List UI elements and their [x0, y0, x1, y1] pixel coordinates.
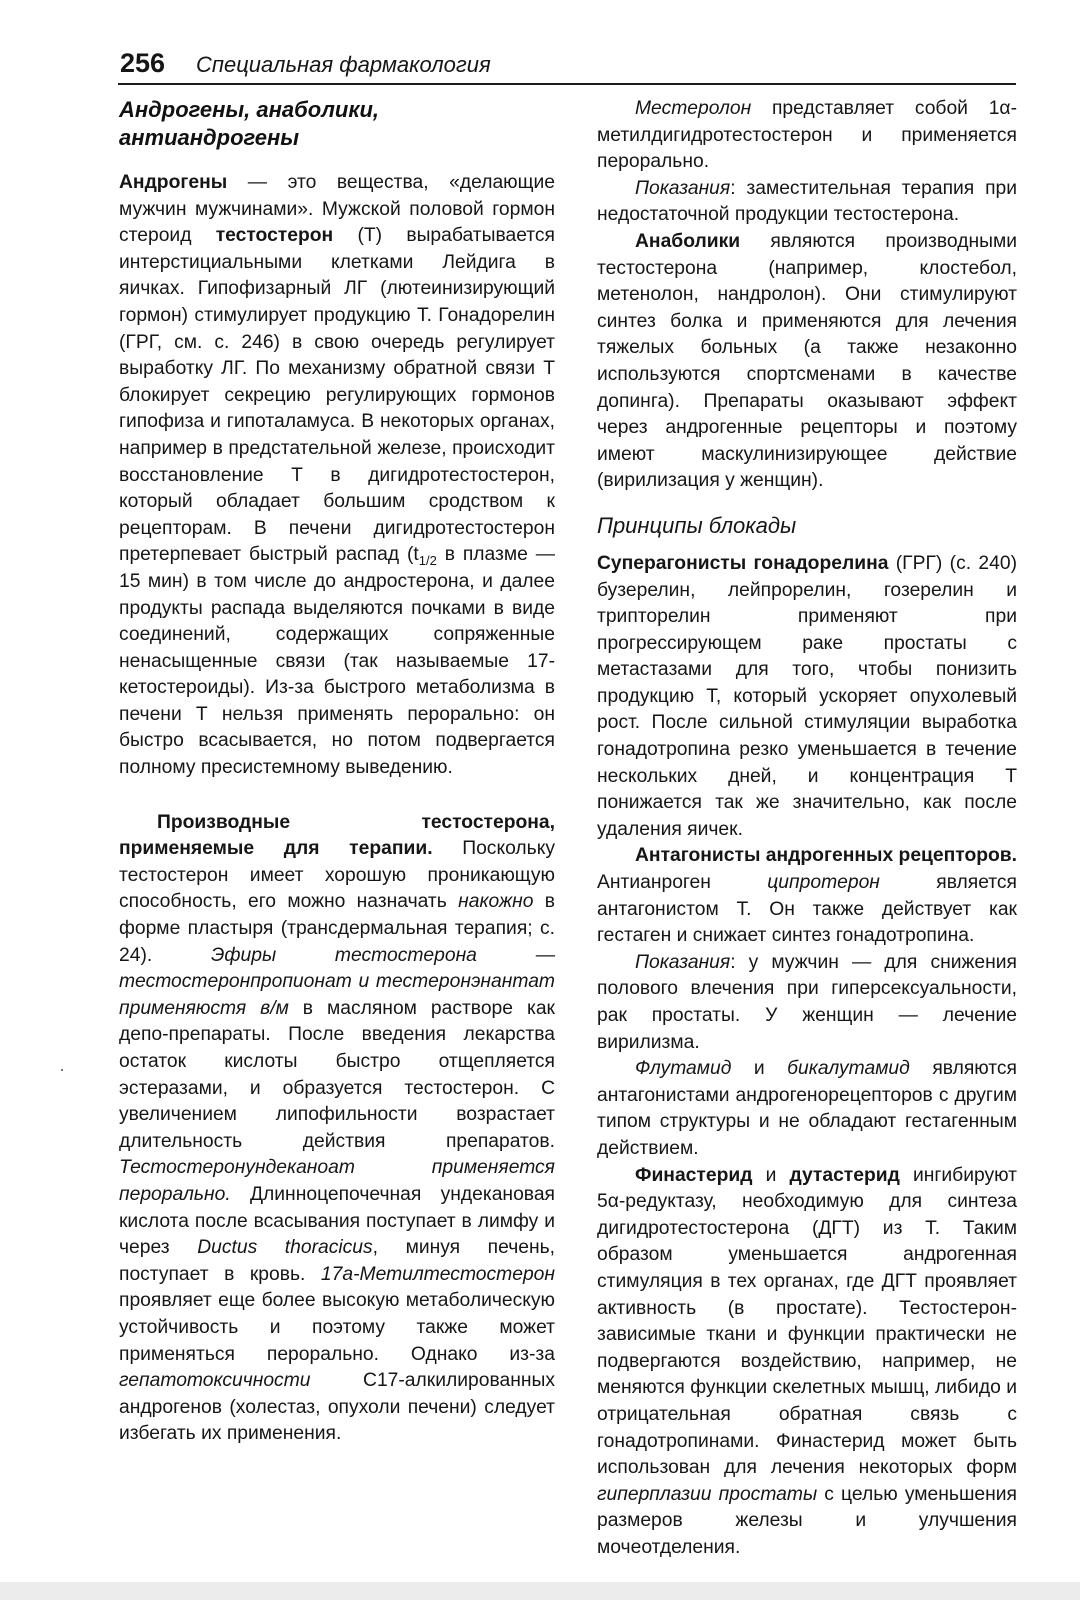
emphasis: Флутамид: [635, 1058, 732, 1080]
paragraph-gap: [119, 782, 555, 810]
text: (Т) вырабатывается интерстициальными клетками Лейдига в яичках. Гипофизарный ЛГ (лютеинизирующий гормон) стимулирует продукцию Т. Гонадорелин (ГРГ, см. с. 246) в свою очередь регулирует выработку ЛГ. По механизму обратной связи Т блокирует секрецию регулирующих гормонов гипофиза и гипоталамуса. В некоторых органах, например в предстательной железе, происходит восстановление Т в дигидротестостерон, который обладает большим сродством к рецепторам. В печени дигидротестостерон претерпевает быстрый распад (t: [119, 225, 555, 566]
text: Поскольку тестостерон имеет хорошую проникающую способность, его можно назначать: [119, 838, 555, 913]
text: ингибируют 5α-редуктазу, необходимую для синтеза дигидротестостерона (ДГТ) из Т. Таким образом уменьшается андрогенная стимуляция в тех органах, где ДГТ проявляет активность (в простате). Тестостерон-зависимые ткани и функции практически не подвергаются воздействию, например, не меняются функции скелетных мышц, либидо и отрицательная обратная связь с гонадотропинами. Финастерид может быть использован для лечения некоторых форм: [597, 1164, 1017, 1479]
emphasis: накожно: [458, 891, 534, 913]
scan-speck: [61, 1069, 63, 1071]
header-rule: [118, 83, 1016, 85]
text: Антианроген: [597, 872, 768, 894]
paragraph-flutamide: [597, 1056, 1017, 1162]
text: с целью уменьшения размеров железы и улучшения мочеотделения.: [597, 1483, 1017, 1558]
emphasis: Показания: [635, 951, 731, 973]
subscript: 1/2: [418, 553, 437, 569]
emphasis: гепатотоксичности: [119, 1370, 311, 1392]
text: С17-алкилированных андрогенов (холестаз, опухоли печени) следует избегать их применения.: [119, 1370, 555, 1445]
paragraph-finasteride: [597, 1163, 1017, 1562]
paragraph-indications-2: [597, 950, 1017, 1056]
paragraph-anabolics: [597, 229, 1017, 495]
right-column: [597, 96, 1017, 1561]
emphasis: гиперплазии простаты: [597, 1483, 818, 1505]
text: и: [752, 1164, 790, 1186]
text: (ГРГ) (с. 240) бузерелин, лейпрорелин, гозерелин и трипторелин применяют при прогрессирующем раке простаты с метастазами для того, чтобы понизить продукцию Т, который ускоряет опухолевый рост. После сильной стимуляции выработка гонадотропина резко уменьшается в течение нескольких дней, и концентрация Т понижается так же значительно, как после удаления яичек.: [597, 552, 1017, 840]
section-title: Принципы блокады: [597, 512, 797, 538]
emphasis: ципротерон: [767, 872, 880, 894]
text: проявляет еще более высокую метаболическую устойчивость и поэтому также может применяться перорально. Однако из-за: [119, 1290, 555, 1365]
text: , минуя печень, поступает в кровь.: [119, 1237, 556, 1285]
running-title: Специальная фармакология: [196, 52, 491, 77]
text: в плазме — 15 мин) в том числе до андростерона, и далее продукты распада выделяются почками в виде соединений, содержащих сопряженные ненасыщенные связи (так называемые 17-кетостероиды). Из-за быстрого метаболизма в печени Т нельзя применять перорально: он быстро всасывается, но потом подвергается полному пресистемному выведению.: [119, 544, 555, 779]
left-column: [119, 96, 555, 1448]
term-anabolics: Анаболики: [635, 230, 741, 252]
term-dutasteride: дутастерид: [789, 1164, 900, 1186]
term-testosterone: тестостерон: [215, 225, 334, 247]
emphasis: Ductus thoracicus: [197, 1237, 373, 1259]
text: в масляном растворе как депо-препараты. После введения лекарства остаток кислоты быстро отщепляется эстеразами, и образуется тестостерон. С увеличением липофильности возрастает длительность действия препаратов.: [119, 997, 555, 1152]
paragraph-derivatives: [119, 810, 555, 1448]
page-number: 256: [120, 48, 166, 78]
chapter-title-line-2: антиандрогены: [119, 125, 300, 150]
scan-bottom-edge: [0, 1582, 1080, 1600]
paragraph-antagonists: [597, 843, 1017, 949]
text: и: [731, 1058, 788, 1080]
term-superagonists: Суперагонисты гонадорелина: [597, 552, 889, 574]
text: представляет собой 1α-метилдигидротестостерон и применяется перорально.: [597, 98, 1017, 173]
text: является антагонистом Т. Он также действует как гестаген и снижает синтез гонадотропина.: [597, 872, 1017, 947]
text: являются антагонистами андрогенорецепторов с другим типом структуры и не обладают гестагенным действием.: [597, 1058, 1018, 1159]
chapter-title-line-1: Андрогены, анаболики,: [119, 97, 380, 122]
paragraph-indications-1: [597, 176, 1017, 229]
emphasis: бикалутамид: [787, 1058, 910, 1080]
emphasis: Эфиры тестостерона — тестостеронпропионат и тестеронэнантат применяюстя в/м: [119, 944, 555, 1019]
text: : заместительная терапия при недостаточной продукции тестостерона.: [597, 177, 1017, 226]
term-finasteride: Финастерид: [635, 1164, 753, 1186]
paragraph-mesterolone: [597, 96, 1017, 176]
term-derivatives: Производные тестостерона, применяемые для терапии.: [119, 811, 555, 860]
text: являются производными тестостерона (например, клостебол, метенолон, нандролон). Они стимулируют синтез болка и применяются для лечения тяжелых больных (а также незаконно используются спортсменами в качестве допинга). Препараты оказывают эффект через андрогенные рецепторы и поэтому имеют маскулинизирующее действие (вирилизация у женщин).: [597, 230, 1017, 492]
term-androgens: Андрогены: [119, 172, 228, 193]
text: : у мужчин — для снижения полового влечения при гиперсексуальности, рак простаты. У женщин — лечение вирилизма.: [597, 951, 1017, 1053]
paragraph-superagonists: [597, 551, 1017, 844]
emphasis: Показания: [635, 177, 731, 199]
term-antagonists: Антагонисты андрогенных рецепторов.: [635, 845, 1017, 867]
emphasis: Местеролон: [635, 98, 752, 119]
text: в форме пластыря (трансдермальная терапия; с. 24).: [119, 891, 555, 966]
chapter-title: [119, 96, 555, 152]
text: Длинноцепочечная ундекановая кислота после всасывания поступает в лимфу и через: [119, 1183, 555, 1259]
page-header: [120, 46, 1016, 86]
emphasis: 17а-Метилтестостерон: [320, 1263, 555, 1285]
emphasis: Тестостеронундеканоат применяется перорально.: [119, 1157, 555, 1205]
text: — это вещества, «делающие мужчин мужчинами». Мужской половой гормон стероид: [119, 172, 555, 247]
paragraph-androgens: [119, 170, 555, 782]
